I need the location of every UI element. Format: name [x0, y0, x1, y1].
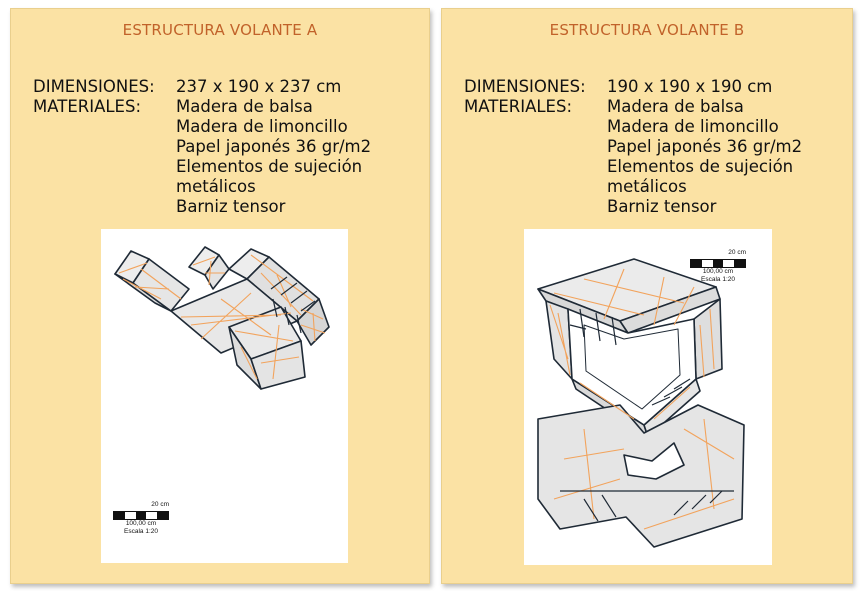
- materials-label: MATERIALES:: [464, 97, 573, 116]
- dimensions-value: 190 x 190 x 190 cm: [607, 77, 773, 96]
- material-item: Barniz tensor: [176, 197, 286, 216]
- scale-top-label: 20 cm: [728, 249, 746, 256]
- material-item: Elementos de sujeción: [607, 157, 794, 176]
- material-item: metálicos: [176, 177, 256, 196]
- material-item: Papel japonés 36 gr/m2: [607, 137, 803, 156]
- scale-top-label: 20 cm: [151, 501, 169, 508]
- scale-bar: [690, 249, 746, 284]
- drawing-a: [101, 229, 348, 563]
- specs-block: [33, 77, 371, 217]
- specs-block: [464, 77, 802, 217]
- scale-length-label: 100,00 cm: [125, 520, 157, 527]
- panel-estructura-a: [10, 8, 430, 584]
- drawing-b: [524, 229, 772, 565]
- scale-bar-graphic: [113, 511, 169, 520]
- dimensions-value: 237 x 190 x 237 cm: [176, 77, 342, 96]
- scale-bar: [113, 501, 169, 536]
- materials-list: [176, 97, 371, 217]
- material-item: Madera de limoncillo: [176, 117, 348, 136]
- panel-estructura-b: [441, 8, 853, 584]
- dimensions-label: DIMENSIONES:: [33, 77, 155, 96]
- material-item: Elementos de sujeción: [176, 157, 363, 176]
- dimensions-label: DIMENSIONES:: [464, 77, 586, 96]
- material-item: Madera de balsa: [176, 97, 313, 116]
- scale-bar-graphic: [690, 259, 746, 268]
- panel-title: ESTRUCTURA VOLANTE A: [122, 21, 318, 39]
- scale-ratio-label: Escala 1:20: [124, 528, 158, 535]
- material-item: Barniz tensor: [607, 197, 717, 216]
- material-item: Papel japonés 36 gr/m2: [176, 137, 372, 156]
- scale-length-label: 100,00 cm: [702, 268, 734, 275]
- material-item: Madera de limoncillo: [607, 117, 779, 136]
- scale-ratio-label: Escala 1:20: [701, 276, 735, 283]
- materials-label: MATERIALES:: [33, 97, 142, 116]
- material-item: Madera de balsa: [607, 97, 744, 116]
- material-item: metálicos: [607, 177, 687, 196]
- materials-list: [607, 97, 802, 217]
- panel-title: ESTRUCTURA VOLANTE B: [549, 21, 745, 39]
